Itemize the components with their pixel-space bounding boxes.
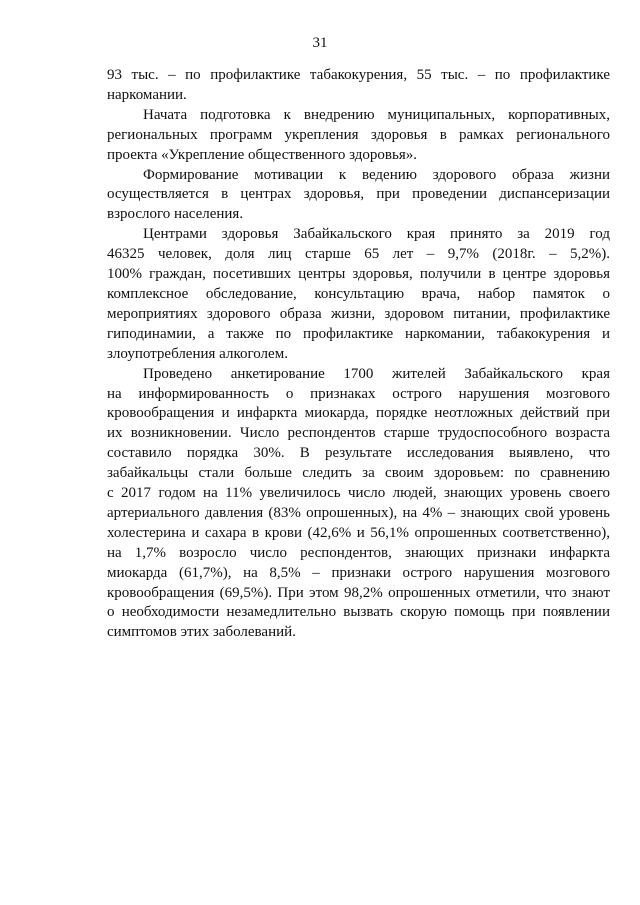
page-number: 31 <box>312 35 328 51</box>
text-line: 46325 человек, доля лиц старше 65 лет – 9,7% (2018г. – 5,2%). <box>107 246 610 263</box>
text-line: о необходимости незамедлительно вызвать скорую помощь при появлении <box>107 604 610 621</box>
text-line: забайкальцы стали больше следить за своим здоровьем: по сравнению <box>107 465 610 482</box>
text-line: наркомании. <box>107 86 187 103</box>
text-line: симптомов этих заболеваний. <box>107 624 296 641</box>
text-line: гиподинамии, а также по профилактике наркомании, табакокурения и <box>107 325 610 342</box>
text-line: региональных программ укрепления здоровья в рамках регионального <box>107 126 610 143</box>
text-line: проекта «Укрепление общественного здоровья». <box>107 146 418 163</box>
text-line: Проведено анкетирование 1700 жителей Забайкальского края <box>143 365 610 382</box>
text-line: кровообращения (69,5%). При этом 98,2% опрошенных отметили, что знают <box>107 584 610 601</box>
text-line: 93 тыс. – по профилактике табакокурения, 55 тыс. – по профилактике <box>107 67 610 83</box>
text-line: 100% граждан, посетивших центры здоровья, получили в центре здоровья <box>107 266 610 283</box>
text-line: миокарда (61,7%), на 8,5% – признаки острого нарушения мозгового <box>107 564 610 581</box>
text-line: мероприятиях здорового образа жизни, здоровом питании, профилактике <box>107 305 610 322</box>
text-line: кровообращения и инфаркта миокарда, порядке неотложных действий при <box>107 405 610 422</box>
document-body <box>107 66 610 643</box>
text-line: комплексное обследование, консультацию врача, набор памяток о <box>107 285 610 302</box>
text-line: Формирование мотивации к ведению здорового образа жизни <box>143 166 610 183</box>
text-line: Центрами здоровья Забайкальского края принято за 2019 год <box>143 226 610 243</box>
text-line: Начата подготовка к внедрению муниципальных, корпоративных, <box>143 106 610 123</box>
text-line: на 1,7% возросло число респондентов, знающих признаки инфаркта <box>107 544 610 561</box>
text-line: их возникновении. Число респондентов старше трудоспособного возраста <box>107 425 610 442</box>
text-line: составило порядка 30%. В результате исследования выявлено, что <box>107 445 610 462</box>
text-line: осуществляется в центрах здоровья, при проведении диспансеризации <box>107 186 610 203</box>
text-line: взрослого населения. <box>107 206 244 223</box>
text-line: на информированность о признаках острого нарушения мозгового <box>107 385 610 402</box>
text-line: с 2017 годом на 11% увеличилось число людей, знающих уровень своего <box>107 485 610 502</box>
text-line: холестерина и сахара в крови (42,6% и 56,1% опрошенных соответственно), <box>107 524 610 541</box>
text-line: злоупотребления алкоголем. <box>107 345 288 362</box>
text-line: артериального давления (83% опрошенных), на 4% – знающих свой уровень <box>107 504 610 521</box>
